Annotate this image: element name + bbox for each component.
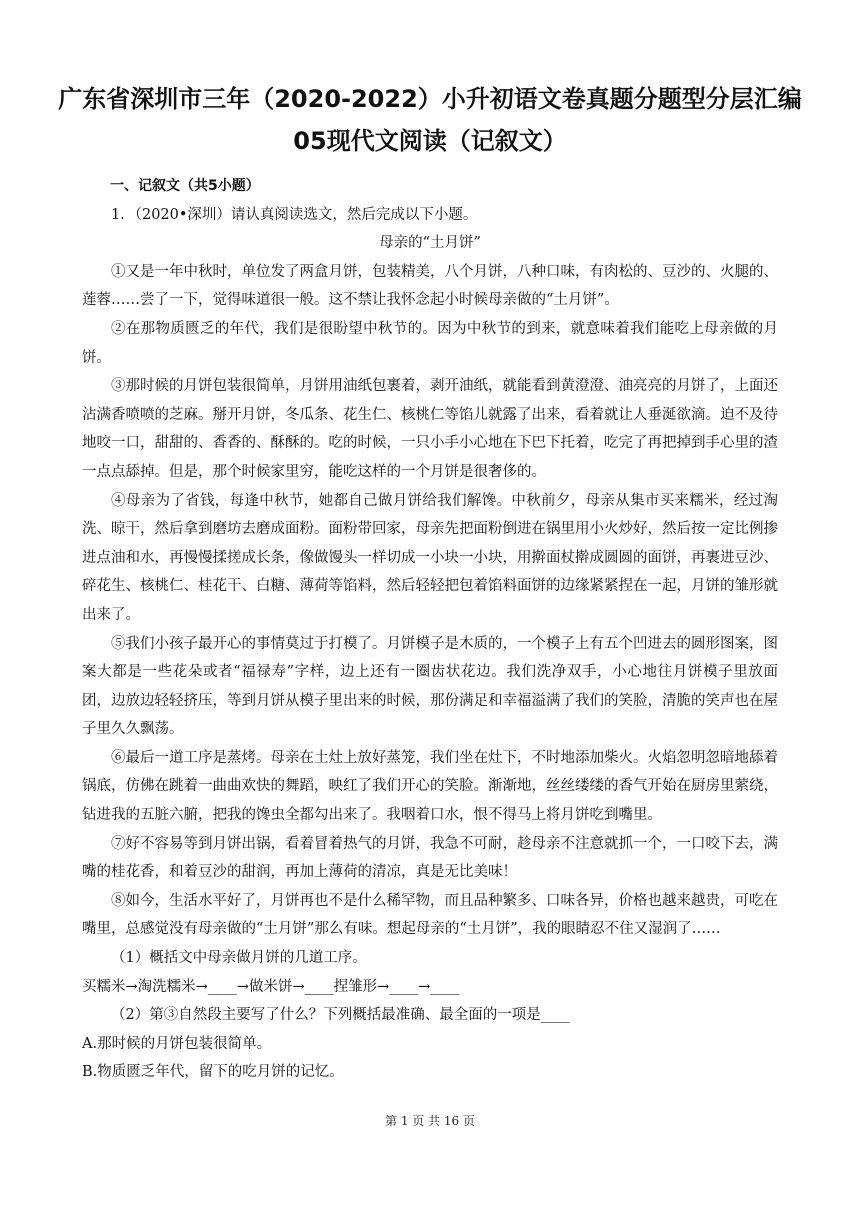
- paragraph-6: ⑥最后一道工序是蒸烤。母亲在土灶上放好蒸笼，我们坐在灶下，不时地添加柴火。火焰忽明忽暗地舔着锅底，仿佛在跳着一曲曲欢快的舞蹈，映红了我们开心的笑脸。渐渐地，丝丝缕缕的香气开始在厨房里萦绕，钻进我的五脏六腑，把我的馋虫全都勾出来了。我咽着口水，恨不得马上将月饼吃到嘴里。: [82, 749, 778, 824]
- question-1-prompt: （1）概括文中母亲做月饼的几道工序。: [111, 950, 367, 967]
- paragraph-8: ⑧如今，生活水平好了，月饼再也不是什么稀罕物，而且品种繁多、口味各异，价格也越来越贵，可吃在嘴里，总感觉没有母亲做的“土月饼”那么有味。想起母亲的“土月饼”，我的眼睛忍不住又湿润了……: [82, 892, 778, 938]
- paragraph-4: ④母亲为了省钱，每逢中秋节，她都自己做月饼给我们解馋。中秋前夕，母亲从集市买来糯米，经过淘洗、晾干，然后拿到磨坊去磨成面粉。面粉带回家，母亲先把面粉倒进在锅里用小火炒好，然后按一定比例掺进点油和水，再慢慢揉搓成长条，像做馒头一样切成一小块一小块，用擀面杖擀成圆圆的面饼，再裹进豆沙、碎花生、核桃仁、桂花干、白糖、薄荷等馅料，然后轻轻把包着馅料面饼的边缘紧紧捏在一起，月饼的雏形就出来了。: [82, 492, 778, 623]
- question-2-prompt: （2）第③自然段主要写了什么？下列概括最准确、最全面的一项是____: [111, 1007, 570, 1024]
- page-footer: 第 1 页 共 16 页: [385, 1114, 475, 1128]
- question-1-flow: 买糯米→淘洗糯米→____→做米饼→____捏雏形→____→____: [82, 978, 460, 995]
- document-body: [82, 172, 778, 1087]
- title-line-2: 05现代文阅读（记叙文）: [293, 127, 567, 155]
- question-2-option-a: A.那时候的月饼包装很简单。: [82, 1035, 272, 1052]
- question-2-option-b: B.物质匮乏年代，留下的吃月饼的记忆。: [82, 1064, 344, 1081]
- paragraph-7: ⑦好不容易等到月饼出锅，看着冒着热气的月饼，我急不可耐，趁母亲不注意就抓一个，一口咬下去，满嘴的桂花香，和着豆沙的甜润，再加上薄荷的清凉，真是无比美味！: [82, 835, 778, 881]
- section-heading: 一、记叙文（共5小题）: [110, 178, 260, 194]
- question-intro: 1．（2020•深圳）请认真阅读选文，然后完成以下小题。: [111, 206, 478, 223]
- paragraph-3: ③那时候的月饼包装很简单，月饼用油纸包裹着，剥开油纸，就能看到黄澄澄、油亮亮的月饼了，上面还沾满香喷喷的芝麻。掰开月饼，冬瓜条、花生仁、核桃仁等馅儿就露了出来，看着就让人垂涎欲滴。迫不及待地咬一口，甜甜的、香香的、酥酥的。吃的时候，一只小手小心地在下巴下托着，吃完了再把掉到手心里的渣一点点舔掉。但是，那个时候家里穷，能吃这样的一个月饼是很奢侈的。: [82, 378, 778, 480]
- paragraph-1: ①又是一年中秋时，单位发了两盒月饼，包装精美，八个月饼，八种口味，有肉松的、豆沙的、火腿的、莲蓉……尝了一下，觉得味道很一般。这不禁让我怀念起小时候母亲做的“土月饼”。: [82, 263, 778, 309]
- paragraph-5: ⑤我们小孩子最开心的事情莫过于打模了。月饼模子是木质的，一个模子上有五个凹进去的圆形图案，图案大都是一些花朵或者“福禄寿”字样，边上还有一圈齿状花边。我们洗净双手，小心地往月饼模子里放面团，边放边轻轻挤压，等到月饼从模子里出来的时候，那份满足和幸福溢满了我们的笑脸，清脆的笑声也在屋子里久久飘荡。: [82, 635, 778, 738]
- paragraph-2: ②在那物质匮乏的年代，我们是很盼望中秋节的。因为中秋节的到来，就意味着我们能吃上母亲做的月饼。: [82, 320, 778, 366]
- article-title: 母亲的“土月饼”: [379, 235, 481, 252]
- document-title: [40, 78, 820, 162]
- title-line-1: 广东省深圳市三年（2020-2022）小升初语文卷真题分题型分层汇编: [58, 85, 802, 113]
